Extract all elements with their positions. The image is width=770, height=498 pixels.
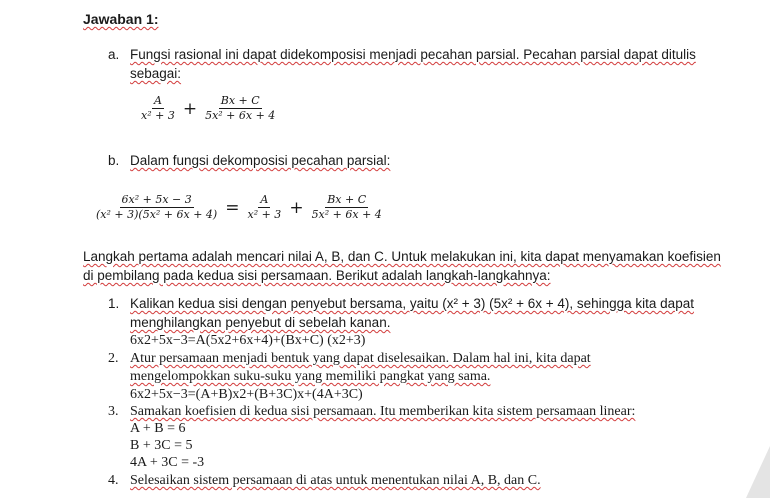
- step-3-equation-1: A + B = 6: [130, 421, 186, 436]
- lhs-fraction: [94, 194, 219, 221]
- part-a-text-line2: sebagai:: [130, 66, 182, 81]
- step-3-number: 3.: [108, 404, 119, 419]
- lhs-denominator: (x² + 3)(5x² + 6x + 4): [96, 208, 218, 221]
- step-1-equation: 6x2+5x−3=A(5x2+6x+4)+(Bx+C) (x2+3): [130, 333, 366, 348]
- fraction-bxc-numerator: Bx + C: [220, 94, 260, 107]
- plus-sign: +: [182, 98, 198, 119]
- rhs-fraction-bxc-denominator: 5x² + 6x + 4: [311, 208, 382, 221]
- fraction-bxc: [203, 95, 277, 122]
- plus-sign: +: [289, 197, 304, 218]
- step-2-equation: 6x2+5x−3=(A+B)x2+(B+3C)x+(4A+3C): [130, 387, 363, 402]
- part-b-label: b.: [108, 153, 120, 168]
- rhs-fraction-bxc: [310, 194, 384, 221]
- rhs-fraction-a-denominator: x² + 3: [247, 208, 282, 221]
- fraction-a-denominator: x² + 3: [141, 109, 175, 122]
- step-2-line2: mengelompokkan suku-suku yang memiliki pangkat yang sama.: [130, 369, 491, 384]
- fraction-a-numerator: A: [153, 94, 162, 107]
- step-4-line1: Selesaikan sistem persamaan di atas untuk menentukan nilai A, B, dan C.: [130, 473, 541, 488]
- part-a-text-line1: Fungsi rasional ini dapat didekomposisi menjadi pecahan parsial. Pecahan parsial dapat ditulis: [130, 47, 696, 62]
- step-1-number: 1.: [108, 296, 120, 311]
- rhs-fraction-a: [245, 194, 283, 221]
- intro-line2: di pembilang pada kedua sisi persamaan. Berikut adalah langkah-langkahnya:: [83, 268, 551, 283]
- step-2-number: 2.: [108, 351, 119, 366]
- lhs-numerator: 6x² + 5x − 3: [121, 193, 192, 206]
- rhs-fraction-bxc-numerator: Bx + C: [327, 193, 367, 206]
- step-3-equation-2: B + 3C = 5: [130, 438, 193, 453]
- part-b-text: Dalam fungsi dekomposisi pecahan parsial:: [130, 153, 391, 168]
- intro-line1: Langkah pertama adalah mencari nilai A, B, dan C. Untuk melakukan ini, kita dapat menyamakan koefisien: [83, 249, 721, 264]
- step-1-line2: menghilangkan penyebut di sebelah kanan.: [130, 315, 391, 330]
- step-3-line1: Samakan koefisien di kedua sisi persamaan. Itu memberikan kita sistem persamaan linear:: [130, 404, 636, 419]
- page-corner-decoration: [736, 446, 770, 498]
- step-4-number: 4.: [108, 473, 119, 488]
- step-3-equation-3: 4A + 3C = -3: [130, 455, 205, 470]
- equals-sign: =: [225, 197, 240, 218]
- rhs-fraction-a-numerator: A: [260, 193, 269, 206]
- part-a-expression: [139, 95, 277, 122]
- part-b-equation: [94, 194, 384, 221]
- fraction-bxc-denominator: 5x² + 6x + 4: [205, 109, 276, 122]
- part-a-label: a.: [108, 47, 120, 62]
- fraction-a: [139, 95, 177, 122]
- answer-heading: Jawaban 1:: [83, 11, 159, 27]
- step-2-line1: Atur persamaan menjadi bentuk yang dapat diselesaikan. Dalam hal ini, kita dapat: [130, 351, 591, 366]
- step-1-line1: Kalikan kedua sisi dengan penyebut bersama, yaitu (x² + 3) (5x² + 6x + 4), sehingga kita dapat: [130, 296, 694, 311]
